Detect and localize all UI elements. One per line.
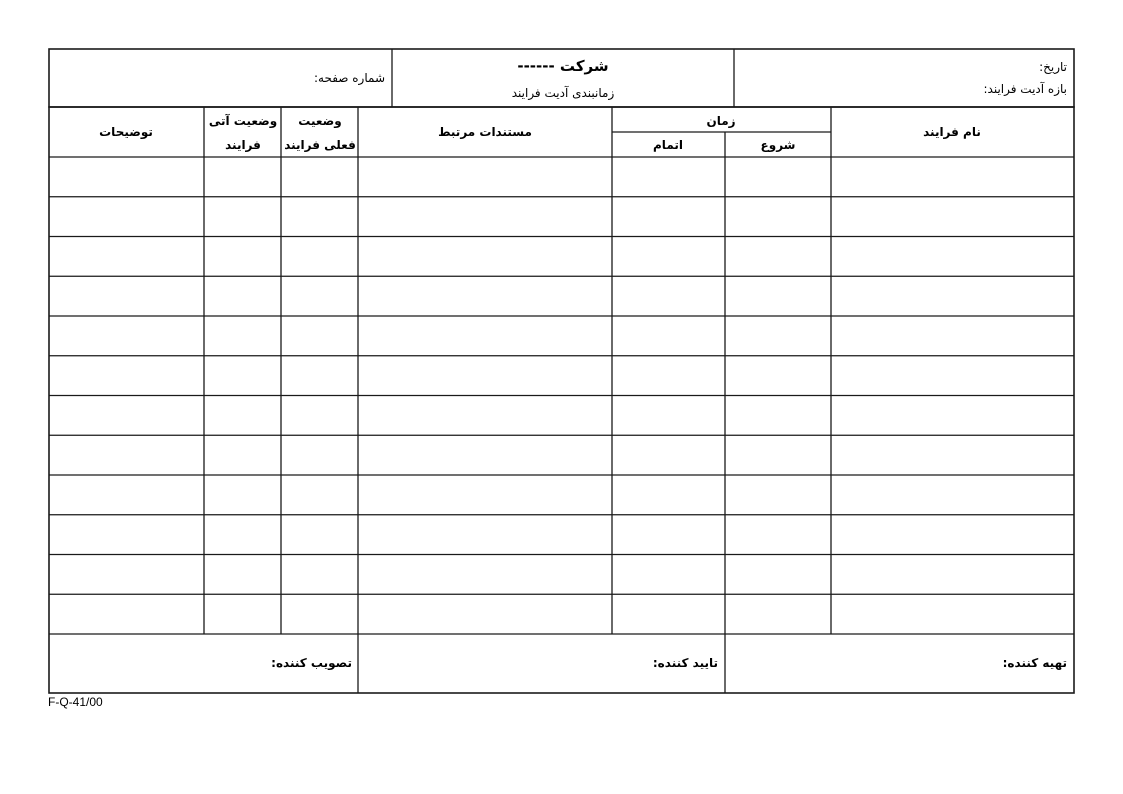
table-body (49, 157, 1074, 634)
approved-by-label: تصویب کننده: (271, 656, 352, 670)
table-row (49, 396, 1074, 436)
prepared-by-label: تهیه کننده: (1002, 656, 1067, 670)
col-header-current-status-1: وضعیت (298, 114, 342, 128)
col-header-current-status-2: فعلی فرایند (284, 138, 356, 152)
form-title: زمانبندی آدیت فرایند (511, 86, 615, 100)
col-header-process-name: نام فرایند (923, 125, 981, 139)
col-header-related-documents: مستندات مرتبط (438, 125, 532, 139)
col-header-time: زمان (706, 114, 736, 128)
audit-period-label: بازه آدیت فرایند: (983, 82, 1067, 96)
date-label: تاریخ: (1039, 60, 1067, 74)
page-number-label: شماره صفحه: (313, 71, 385, 85)
col-header-notes: توضیحات (99, 125, 153, 139)
table-row (49, 594, 1074, 634)
table-row (49, 515, 1074, 555)
table-row (49, 237, 1074, 277)
table-row (49, 475, 1074, 515)
col-header-future-status-2: فرایند (225, 138, 261, 152)
company-label: شرکت ------ (517, 57, 609, 75)
form-code: F-Q-41/00 (48, 695, 103, 709)
table-row (49, 157, 1074, 197)
verified-by-label: تایید کننده: (652, 656, 718, 670)
table-row (49, 316, 1074, 356)
table-row (49, 356, 1074, 396)
col-header-start: شروع (760, 138, 796, 152)
col-header-future-status-1: وضعیت آتی (208, 114, 278, 128)
col-header-end: اتمام (653, 138, 683, 152)
table-row (49, 276, 1074, 316)
table-row (49, 555, 1074, 595)
table-row (49, 435, 1074, 475)
table-row (49, 197, 1074, 237)
